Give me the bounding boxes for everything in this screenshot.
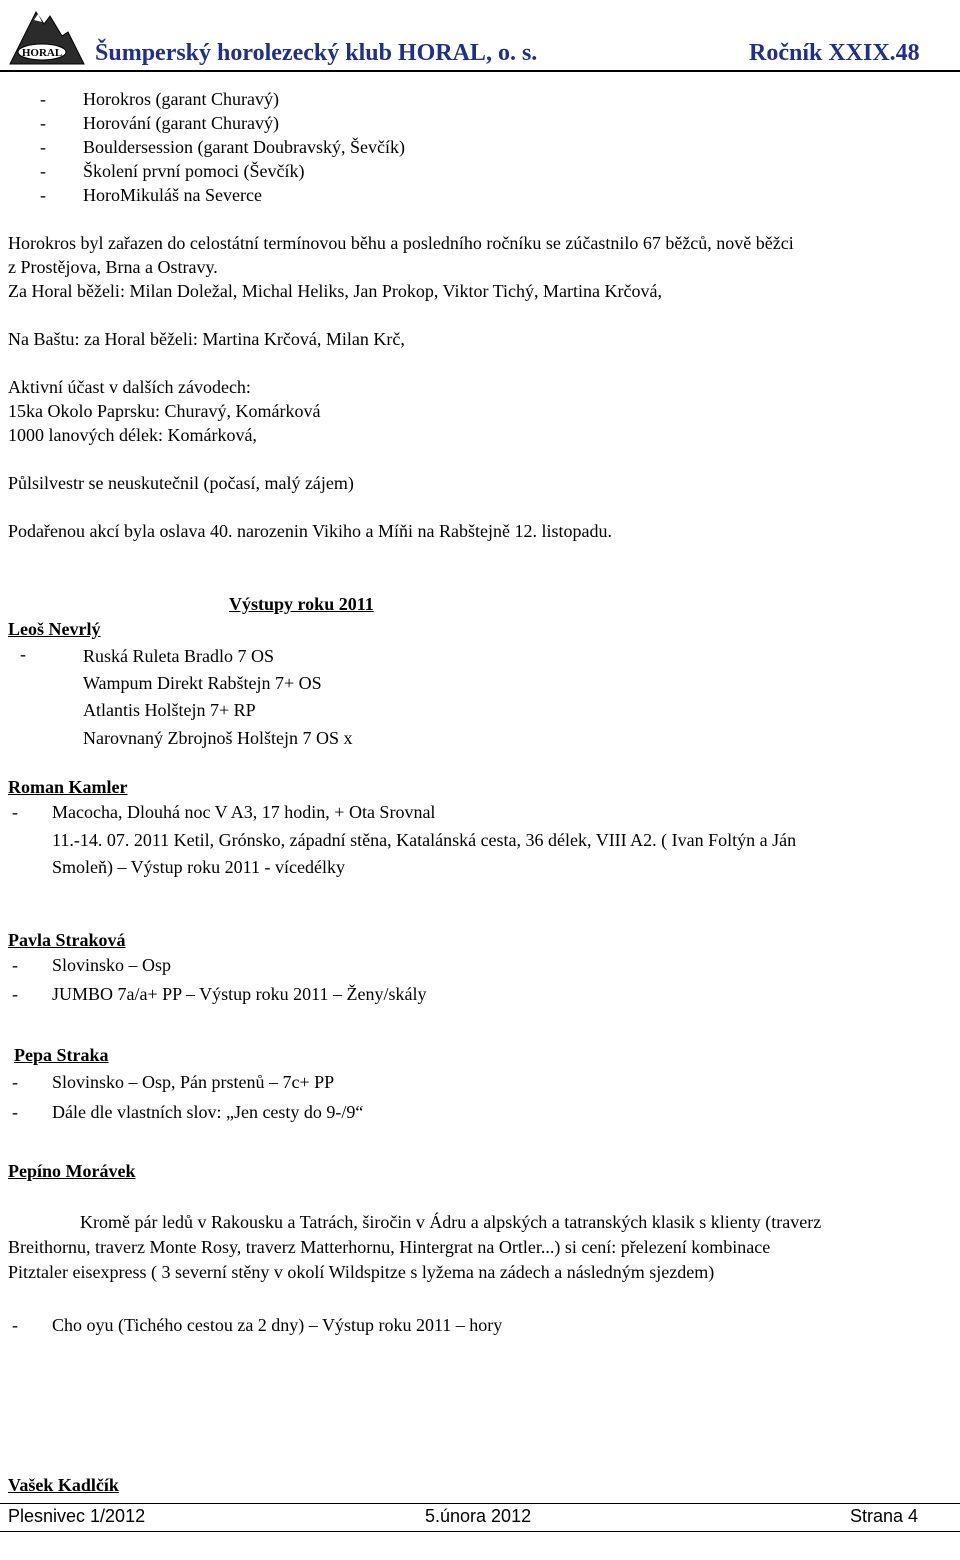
top-list-dash-3: - xyxy=(40,137,46,157)
leos-route-3: Atlantis Holštejn 7+ RP xyxy=(83,700,256,720)
roman-route-2-line-1: 11.-14. 07. 2011 Ketil, Grónsko, západní stěna, Katalánská cesta, 36 délek, VIII A2. ( Ivan Foltýn a Ján xyxy=(52,830,797,850)
leos-route-4: Narovnaný Zbrojnoš Holštejn 7 OS x xyxy=(83,728,353,748)
footer-divider xyxy=(0,1503,960,1504)
top-list-item-4: Školení první pomoci (Ševčík) xyxy=(83,161,305,181)
horokros-line-1: Horokros byl zařazen do celostátní termínovou běhu a posledního ročníku se zúčastnilo 67 běžců, nově běžci xyxy=(8,233,794,253)
top-list-dash-5: - xyxy=(40,185,46,205)
pepino-item: Cho oyu (Tichého cestou za 2 dny) – Výstup roku 2011 – hory xyxy=(52,1315,503,1335)
leos-route-2: Wampum Direkt Rabštejn 7+ OS xyxy=(83,673,322,693)
pavla-item-2: JUMBO 7a/a+ PP – Výstup roku 2011 – Ženy/skály xyxy=(52,984,427,1004)
logo-text: HORAL xyxy=(21,47,63,59)
top-list-dash-1: - xyxy=(40,89,46,109)
pepino-dash: - xyxy=(12,1315,18,1335)
top-list-item-2: Horování (garant Churavý) xyxy=(83,113,279,133)
other-races-title: Aktivní účast v dalších závodech: xyxy=(8,377,251,397)
pepino-line-2: Breithornu, traverz Monte Rosy, traverz Matterhornu, Hintergrat na Ortler...) si cení: přelezení kombinace xyxy=(8,1237,771,1257)
other-races-line-2: 1000 lanových délek: Komárková, xyxy=(8,425,257,445)
top-list-item-3: Bouldersession (garant Doubravský, Ševčík) xyxy=(83,137,405,157)
top-list-dash-4: - xyxy=(40,161,46,181)
pavla-item-1: Slovinsko – Osp xyxy=(52,955,172,975)
pavla-dash-1: - xyxy=(12,955,18,975)
leos-dash: - xyxy=(20,644,26,664)
bastu-runners: Na Baštu: za Horal běželi: Martina Krčová, Milan Krč, xyxy=(8,329,405,349)
top-list-item-5: HoroMikuláš na Severce xyxy=(83,185,262,205)
horokros-runners: Za Horal běželi: Milan Doležal, Michal Heliks, Jan Prokop, Viktor Tichý, Martina Krčová, xyxy=(8,281,662,301)
roman-route-2-line-2: Smoleň) – Výstup roku 2011 - vícedélky xyxy=(52,857,345,877)
roman-dash: - xyxy=(12,802,18,822)
header-volume: Ročník XXIX.48 xyxy=(749,40,920,66)
horokros-line-2: z Prostějova, Brna a Ostravy. xyxy=(8,257,218,277)
climber-name-leos: Leoš Nevrlý xyxy=(8,619,101,639)
climber-name-pepa: Pepa Straka xyxy=(14,1045,109,1065)
oslava-note: Podařenou akcí byla oslava 40. narozenin Vikiho a Míňi na Rabštejně 12. listopadu. xyxy=(8,521,612,541)
pepino-line-1: Kromě pár ledů v Rakousku a Tatrách, širočin v Ádru a alpských a tatranských klasik s klienty (traverz xyxy=(80,1212,822,1232)
section-title: Výstupy roku 2011 xyxy=(229,594,374,614)
header-title: Šumperský horolezecký klub HORAL, o. s. xyxy=(95,40,538,66)
footer-date: 5.února 2012 xyxy=(425,1506,532,1526)
pepa-dash-1: - xyxy=(12,1072,18,1092)
top-list-dash-2: - xyxy=(40,113,46,133)
climber-name-vasek: Vašek Kadlčík xyxy=(8,1475,119,1495)
climber-name-pepino: Pepíno Morávek xyxy=(8,1161,136,1181)
pepino-line-3: Pitztaler eisexpress ( 3 severní stěny v okolí Wildspitze s lyžema na zádech a následným sjezdem) xyxy=(8,1262,715,1282)
pepa-dash-2: - xyxy=(12,1102,18,1122)
climber-name-roman: Roman Kamler xyxy=(8,777,128,797)
top-list-item-1: Horokros (garant Churavý) xyxy=(83,89,279,109)
other-races-line-1: 15ka Okolo Paprsku: Churavý, Komárková xyxy=(8,401,321,421)
climber-name-pavla: Pavla Straková xyxy=(8,930,126,950)
roman-route-1: Macocha, Dlouhá noc V A3, 17 hodin, + Ota Srovnal xyxy=(52,802,436,822)
footer-issue: Plesnivec 1/2012 xyxy=(8,1506,146,1526)
pulsilvestr-note: Půlsilvestr se neuskutečnil (počasí, malý zájem) xyxy=(8,473,354,493)
pepa-item-2: Dále dle vlastních slov: „Jen cesty do 9-/9“ xyxy=(52,1102,364,1122)
footer-bottom-divider xyxy=(0,1531,960,1532)
horal-logo xyxy=(6,6,86,66)
pepa-item-1: Slovinsko – Osp, Pán prstenů – 7c+ PP xyxy=(52,1072,335,1092)
footer-page-number: Strana 4 xyxy=(850,1506,919,1526)
leos-route-1: Ruská Ruleta Bradlo 7 OS xyxy=(83,646,274,666)
pavla-dash-2: - xyxy=(12,984,18,1004)
header-divider xyxy=(0,70,960,72)
